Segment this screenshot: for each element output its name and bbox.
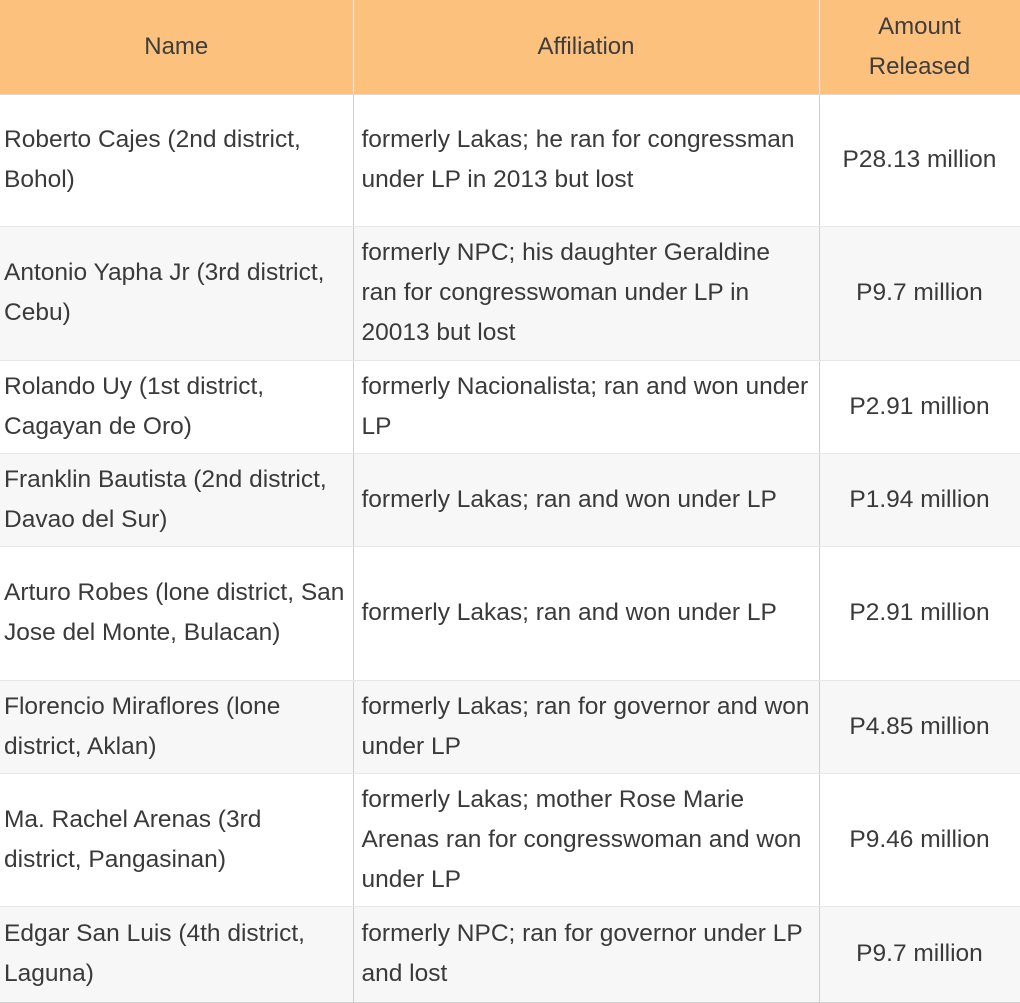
cell-amount: P9.7 million: [819, 226, 1020, 360]
cell-name: Arturo Robes (lone district, San Jose del Monte, Bulacan): [0, 546, 353, 680]
table-row: [0, 680, 1020, 773]
cell-affiliation: formerly NPC; his daughter Geraldine ran for congresswoman under LP in 20013 but lost: [353, 226, 819, 360]
cell-amount: P2.91 million: [819, 546, 1020, 680]
table-body: [0, 94, 1020, 1002]
cell-amount: P4.85 million: [819, 680, 1020, 773]
cell-affiliation: formerly Lakas; mother Rose Marie Arenas ran for congresswoman and won under LP: [353, 773, 819, 906]
table-row: [0, 226, 1020, 360]
header-amount-released: Amount Released: [819, 0, 1020, 94]
table-row: [0, 360, 1020, 453]
cell-name: Rolando Uy (1st district, Cagayan de Oro): [0, 360, 353, 453]
cell-amount: P1.94 million: [819, 453, 1020, 546]
table-row: [0, 94, 1020, 226]
table-row: [0, 453, 1020, 546]
cell-name: Edgar San Luis (4th district, Laguna): [0, 906, 353, 1002]
cell-name: Antonio Yapha Jr (3rd district, Cebu): [0, 226, 353, 360]
cell-affiliation: formerly Lakas; ran and won under LP: [353, 546, 819, 680]
cell-affiliation: formerly Lakas; ran for governor and won under LP: [353, 680, 819, 773]
cell-name: Ma. Rachel Arenas (3rd district, Pangasinan): [0, 773, 353, 906]
cell-amount: P2.91 million: [819, 360, 1020, 453]
cell-affiliation: formerly Nacionalista; ran and won under LP: [353, 360, 819, 453]
cell-amount: P28.13 million: [819, 94, 1020, 226]
cell-affiliation: formerly NPC; ran for governor under LP and lost: [353, 906, 819, 1002]
table-row: [0, 773, 1020, 906]
table-row: [0, 546, 1020, 680]
cell-name: Franklin Bautista (2nd district, Davao del Sur): [0, 453, 353, 546]
header-row: [0, 0, 1020, 94]
header-affiliation: Affiliation: [353, 0, 819, 94]
cell-name: Roberto Cajes (2nd district, Bohol): [0, 94, 353, 226]
cell-amount: P9.7 million: [819, 906, 1020, 1002]
cell-affiliation: formerly Lakas; he ran for congressman under LP in 2013 but lost: [353, 94, 819, 226]
header-name: Name: [0, 0, 353, 94]
table-header: [0, 0, 1020, 94]
cell-name: Florencio Miraflores (lone district, Aklan): [0, 680, 353, 773]
table-row: [0, 906, 1020, 1002]
cell-affiliation: formerly Lakas; ran and won under LP: [353, 453, 819, 546]
cell-amount: P9.46 million: [819, 773, 1020, 906]
